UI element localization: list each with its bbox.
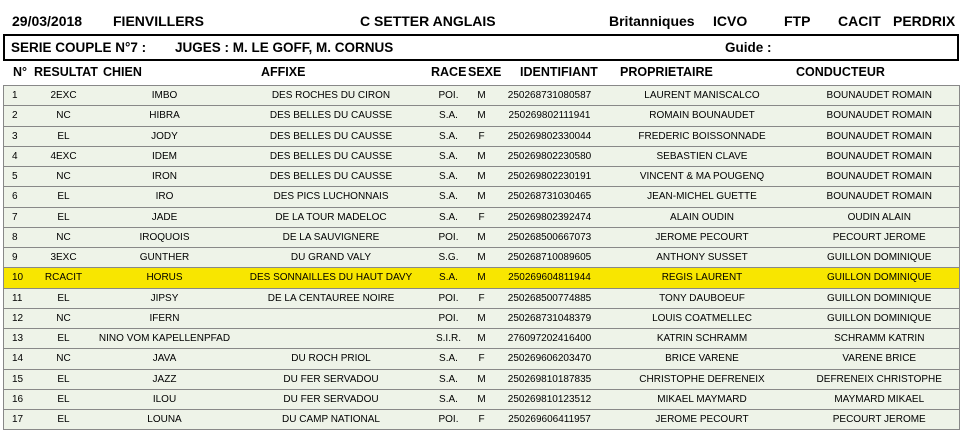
cell-affix: DES SONNAILLES DU HAUT DAVY	[234, 268, 429, 288]
cell-handler: VARENE BRICE	[800, 349, 960, 369]
col-dog: CHIEN	[103, 65, 142, 79]
cell-id: 250268731048379	[495, 308, 605, 328]
cell-id: 250268500667073	[495, 227, 605, 247]
cell-affix: DU CAMP NATIONAL	[234, 410, 429, 430]
series-box	[3, 34, 959, 61]
cell-affix	[234, 308, 429, 328]
cell-dog: JIPSY	[96, 288, 234, 308]
cell-affix: DE LA SAUVIGNERE	[234, 227, 429, 247]
col-num: N°	[13, 65, 28, 79]
cell-result: EL	[32, 126, 96, 146]
cell-num: 12	[4, 308, 32, 328]
cell-num: 16	[4, 389, 32, 409]
cell-result: RCACIT	[32, 268, 96, 288]
cell-handler: DEFRENEIX CHRISTOPHE	[800, 369, 960, 389]
cell-race: POI.	[429, 86, 469, 106]
table-row	[4, 349, 960, 369]
cell-sex: M	[469, 389, 495, 409]
cell-sex: M	[469, 106, 495, 126]
cell-owner: SEBASTIEN CLAVE	[605, 146, 800, 166]
cell-id: 250268710089605	[495, 248, 605, 268]
cell-handler: BOUNAUDET ROMAIN	[800, 86, 960, 106]
cell-race: S.G.	[429, 248, 469, 268]
cell-sex: F	[469, 126, 495, 146]
cell-result: EL	[32, 329, 96, 349]
cell-owner: TONY DAUBOEUF	[605, 288, 800, 308]
col-result: RESULTAT	[34, 65, 98, 79]
cell-affix: DES ROCHES DU CIRON	[234, 86, 429, 106]
cell-id: 250268731030465	[495, 187, 605, 207]
cell-result: 2EXC	[32, 86, 96, 106]
cell-num: 2	[4, 106, 32, 126]
cell-affix: DU FER SERVADOU	[234, 389, 429, 409]
cell-num: 10	[4, 268, 32, 288]
cell-sex: M	[469, 187, 495, 207]
cell-affix: DE LA TOUR MADELOC	[234, 207, 429, 227]
table-row	[4, 248, 960, 268]
cell-id: 250268500774885	[495, 288, 605, 308]
cell-race: S.A.	[429, 349, 469, 369]
cell-result: EL	[32, 389, 96, 409]
cell-dog: JAZZ	[96, 369, 234, 389]
cell-affix: DES PICS LUCHONNAIS	[234, 187, 429, 207]
cell-dog: IRON	[96, 167, 234, 187]
cell-affix: DES BELLES DU CAUSSE	[234, 126, 429, 146]
cell-sex: F	[469, 349, 495, 369]
cell-affix: DES BELLES DU CAUSSE	[234, 146, 429, 166]
cell-handler: PECOURT JEROME	[800, 410, 960, 430]
cell-affix: DU ROCH PRIOL	[234, 349, 429, 369]
cell-result: EL	[32, 207, 96, 227]
cell-sex: M	[469, 167, 495, 187]
cell-result: EL	[32, 288, 96, 308]
cell-race: S.A.	[429, 187, 469, 207]
cell-dog: IFERN	[96, 308, 234, 328]
cell-sex: F	[469, 207, 495, 227]
cell-owner: ROMAIN BOUNAUDET	[605, 106, 800, 126]
col-sex: SEXE	[468, 65, 502, 79]
cell-race: S.A.	[429, 207, 469, 227]
table-row	[4, 308, 960, 328]
cell-num: 8	[4, 227, 32, 247]
cell-owner: LOUIS COATMELLEC	[605, 308, 800, 328]
col-affix: AFFIXE	[261, 65, 306, 79]
cell-owner: VINCENT & MA POUGENQ	[605, 167, 800, 187]
cell-id: 250269810187835	[495, 369, 605, 389]
cell-race: S.A.	[429, 126, 469, 146]
judges-label: JUGES : M. LE GOFF, M. CORNUS	[175, 40, 394, 55]
cell-dog: GUNTHER	[96, 248, 234, 268]
table-row	[4, 86, 960, 106]
cell-sex: M	[469, 329, 495, 349]
cell-handler: BOUNAUDET ROMAIN	[800, 126, 960, 146]
cell-id: 250269802330044	[495, 126, 605, 146]
table-header	[3, 61, 959, 85]
cell-sex: M	[469, 369, 495, 389]
table-row	[4, 146, 960, 166]
cell-dog: IRO	[96, 187, 234, 207]
cell-id: 250269802392474	[495, 207, 605, 227]
cell-num: 13	[4, 329, 32, 349]
cell-dog: ILOU	[96, 389, 234, 409]
cell-result: EL	[32, 369, 96, 389]
cell-num: 15	[4, 369, 32, 389]
cell-owner: BRICE VARENE	[605, 349, 800, 369]
cell-dog: NINO VOM KAPELLENPFAD	[96, 329, 234, 349]
cell-id: 250269802230191	[495, 167, 605, 187]
cell-handler: GUILLON DOMINIQUE	[800, 308, 960, 328]
cell-race: POI.	[429, 288, 469, 308]
cell-owner: ALAIN OUDIN	[605, 207, 800, 227]
cell-sex: M	[469, 248, 495, 268]
cell-result: 3EXC	[32, 248, 96, 268]
cell-dog: IMBO	[96, 86, 234, 106]
cell-race: S.A.	[429, 268, 469, 288]
cell-owner: MIKAEL MAYMARD	[605, 389, 800, 409]
cell-num: 14	[4, 349, 32, 369]
cell-affix: DES BELLES DU CAUSSE	[234, 106, 429, 126]
cell-num: 1	[4, 86, 32, 106]
cell-owner: FREDERIC BOISSONNADE	[605, 126, 800, 146]
cell-num: 11	[4, 288, 32, 308]
col-race: RACE	[431, 65, 467, 79]
cell-sex: M	[469, 227, 495, 247]
table-row	[4, 207, 960, 227]
cell-result: NC	[32, 308, 96, 328]
cell-handler: BOUNAUDET ROMAIN	[800, 146, 960, 166]
cell-dog: JADE	[96, 207, 234, 227]
cell-sex: F	[469, 288, 495, 308]
cell-owner: LAURENT MANISCALCO	[605, 86, 800, 106]
cell-sex: F	[469, 410, 495, 430]
cell-owner: CHRISTOPHE DEFRENEIX	[605, 369, 800, 389]
cell-race: S.I.R.	[429, 329, 469, 349]
cell-dog: IROQUOIS	[96, 227, 234, 247]
table-row	[4, 227, 960, 247]
table-row	[4, 187, 960, 207]
cell-affix: DE LA CENTAUREE NOIRE	[234, 288, 429, 308]
cell-race: POI.	[429, 227, 469, 247]
cell-handler: MAYMARD MIKAEL	[800, 389, 960, 409]
col-handler: CONDUCTEUR	[796, 65, 885, 79]
cell-result: EL	[32, 187, 96, 207]
cell-handler: OUDIN ALAIN	[800, 207, 960, 227]
cell-race: POI.	[429, 308, 469, 328]
table-row	[4, 106, 960, 126]
col-owner: PROPRIETAIRE	[620, 65, 713, 79]
cell-owner: JEAN-MICHEL GUETTE	[605, 187, 800, 207]
cell-id: 250269604811944	[495, 268, 605, 288]
cell-race: S.A.	[429, 146, 469, 166]
table-row	[4, 329, 960, 349]
table-row	[4, 389, 960, 409]
cell-sex: M	[469, 86, 495, 106]
cell-num: 9	[4, 248, 32, 268]
title-cacit: CACIT	[838, 13, 881, 29]
table-row	[4, 268, 960, 288]
cell-race: S.A.	[429, 167, 469, 187]
cell-race: S.A.	[429, 389, 469, 409]
cell-num: 17	[4, 410, 32, 430]
organizer-icvo: ICVO	[713, 13, 748, 29]
cell-dog: HIBRA	[96, 106, 234, 126]
table-row	[4, 369, 960, 389]
cell-result: EL	[32, 410, 96, 430]
cell-id: 250269810123512	[495, 389, 605, 409]
cell-result: 4EXC	[32, 146, 96, 166]
guide-label: Guide :	[725, 40, 772, 55]
cell-owner: JEROME PECOURT	[605, 410, 800, 430]
results-table	[3, 85, 960, 430]
cell-dog: HORUS	[96, 268, 234, 288]
cell-race: POI.	[429, 410, 469, 430]
cell-result: NC	[32, 106, 96, 126]
cell-result: NC	[32, 227, 96, 247]
cell-owner: REGIS LAURENT	[605, 268, 800, 288]
cell-num: 3	[4, 126, 32, 146]
cell-handler: GUILLON DOMINIQUE	[800, 248, 960, 268]
series-label: SERIE COUPLE N°7 :	[11, 40, 147, 55]
event-location: FIENVILLERS	[113, 13, 205, 29]
organizer-ftp: FTP	[784, 13, 811, 29]
cell-sex: M	[469, 146, 495, 166]
cell-dog: LOUNA	[96, 410, 234, 430]
cell-id: 250269606203470	[495, 349, 605, 369]
table-row	[4, 126, 960, 146]
cell-affix: DES BELLES DU CAUSSE	[234, 167, 429, 187]
cell-handler: GUILLON DOMINIQUE	[800, 288, 960, 308]
cell-handler: SCHRAMM KATRIN	[800, 329, 960, 349]
cell-num: 6	[4, 187, 32, 207]
document-header	[0, 0, 965, 34]
cell-race: S.A.	[429, 369, 469, 389]
cell-sex: M	[469, 268, 495, 288]
cell-owner: KATRIN SCHRAMM	[605, 329, 800, 349]
cell-dog: IDEM	[96, 146, 234, 166]
cell-affix: DU GRAND VALY	[234, 248, 429, 268]
event-date: 29/03/2018	[12, 13, 83, 29]
cell-result: NC	[32, 349, 96, 369]
cell-result: NC	[32, 167, 96, 187]
cell-owner: ANTHONY SUSSET	[605, 248, 800, 268]
breed-group: Britanniques	[609, 13, 695, 29]
cell-num: 5	[4, 167, 32, 187]
cell-affix	[234, 329, 429, 349]
cell-sex: M	[469, 308, 495, 328]
cell-id: 250269802111941	[495, 106, 605, 126]
cell-id: 250268731080587	[495, 86, 605, 106]
cell-id: 250269606411957	[495, 410, 605, 430]
cell-id: 276097202416400	[495, 329, 605, 349]
cell-id: 250269802230580	[495, 146, 605, 166]
breed-name: C SETTER ANGLAIS	[360, 13, 496, 29]
cell-dog: JAVA	[96, 349, 234, 369]
cell-owner: JEROME PECOURT	[605, 227, 800, 247]
cell-handler: PECOURT JEROME	[800, 227, 960, 247]
cell-num: 7	[4, 207, 32, 227]
cell-dog: JODY	[96, 126, 234, 146]
cell-handler: BOUNAUDET ROMAIN	[800, 187, 960, 207]
cell-affix: DU FER SERVADOU	[234, 369, 429, 389]
col-id: IDENTIFIANT	[520, 65, 598, 79]
cell-race: S.A.	[429, 106, 469, 126]
table-row	[4, 167, 960, 187]
cell-num: 4	[4, 146, 32, 166]
game-type: PERDRIX	[893, 13, 956, 29]
cell-handler: BOUNAUDET ROMAIN	[800, 106, 960, 126]
table-row	[4, 288, 960, 308]
table-row	[4, 410, 960, 430]
cell-handler: BOUNAUDET ROMAIN	[800, 167, 960, 187]
cell-handler: GUILLON DOMINIQUE	[800, 268, 960, 288]
